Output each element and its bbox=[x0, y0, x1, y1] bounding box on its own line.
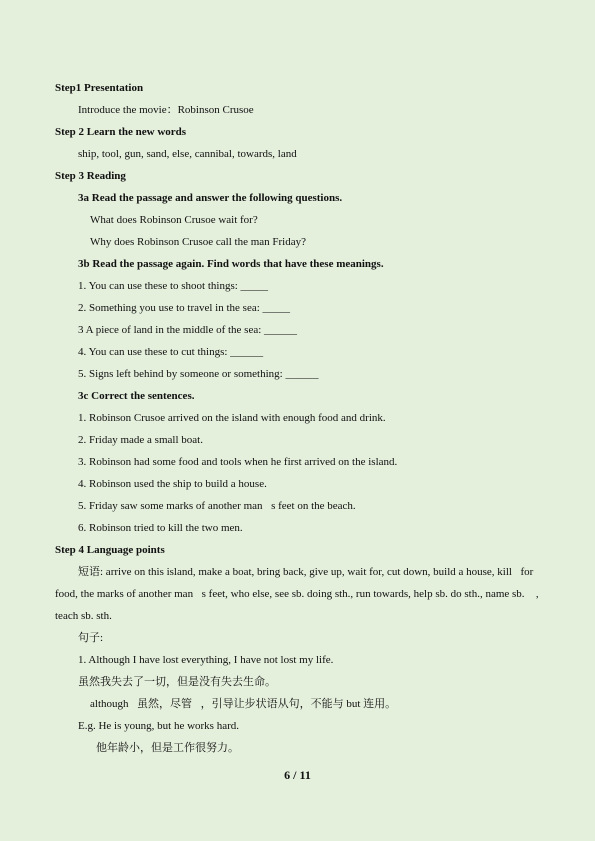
list-item: 6. Robinson tried to kill the two men. bbox=[78, 522, 243, 534]
step1-heading: Step1 Presentation bbox=[55, 82, 144, 94]
section-3a-heading: 3a Read the passage and answer the following questions. bbox=[78, 192, 343, 204]
section-3b-heading: 3b Read the passage again. Find words that have these meanings. bbox=[78, 258, 384, 270]
phrases-paragraph: 短语: arrive on this island, make a boat, bring back, give up, wait for, cut down, build a house, kill for food, the marks of another man s feet, who else, see sb. doing sth., run towards, help sb. do sth., name sb.  , teach sb. sth. bbox=[55, 566, 539, 622]
sentence-1: 1. Although I have lost everything, I have not lost my life. bbox=[78, 654, 334, 666]
sentences-label: 句子: bbox=[78, 632, 104, 644]
list-item: 3. Robinson had some food and tools when he first arrived on the island. bbox=[78, 456, 398, 468]
step1-text: Introduce the movie：Robinson Crusoe bbox=[78, 104, 254, 116]
example-sentence: E.g. He is young, but he works hard. bbox=[78, 720, 240, 732]
step2-heading: Step 2 Learn the new words bbox=[55, 126, 187, 138]
step2-text: ship, tool, gun, sand, else, cannibal, towards, land bbox=[78, 148, 297, 160]
list-item: 1. Robinson Crusoe arrived on the island with enough food and drink. bbox=[78, 412, 386, 424]
step3-heading: Step 3 Reading bbox=[55, 170, 126, 182]
page-number: 6 / 11 bbox=[284, 768, 311, 782]
step4-heading: Step 4 Language points bbox=[55, 544, 165, 556]
list-item: 3 A piece of land in the middle of the sea: ______ bbox=[78, 324, 298, 336]
question-2: Why does Robinson Crusoe call the man Friday? bbox=[90, 236, 306, 248]
section-3c-heading: 3c Correct the sentences. bbox=[78, 390, 195, 402]
list-item: 2. Friday made a small boat. bbox=[78, 434, 203, 446]
example-translation: 他年龄小，但是工作很努力。 bbox=[96, 742, 239, 754]
list-item: 4. Robinson used the ship to build a house. bbox=[78, 478, 267, 490]
list-item: 2. Something you use to travel in the sea: _____ bbox=[78, 302, 291, 314]
sentence-1-translation: 虽然我失去了一切，但是没有失去生命。 bbox=[78, 676, 276, 688]
although-note: although 虽然，尽管 ，引导让步状语从句，不能与 but 连用。 bbox=[90, 698, 397, 710]
list-item: 5. Friday saw some marks of another man s feet on the beach. bbox=[78, 500, 356, 512]
question-1: What does Robinson Crusoe wait for? bbox=[90, 214, 258, 226]
list-item: 1. You can use these to shoot things: _____ bbox=[78, 280, 269, 292]
list-item: 4. You can use these to cut things: ______ bbox=[78, 346, 264, 358]
list-item: 5. Signs left behind by someone or something: ______ bbox=[78, 368, 319, 380]
